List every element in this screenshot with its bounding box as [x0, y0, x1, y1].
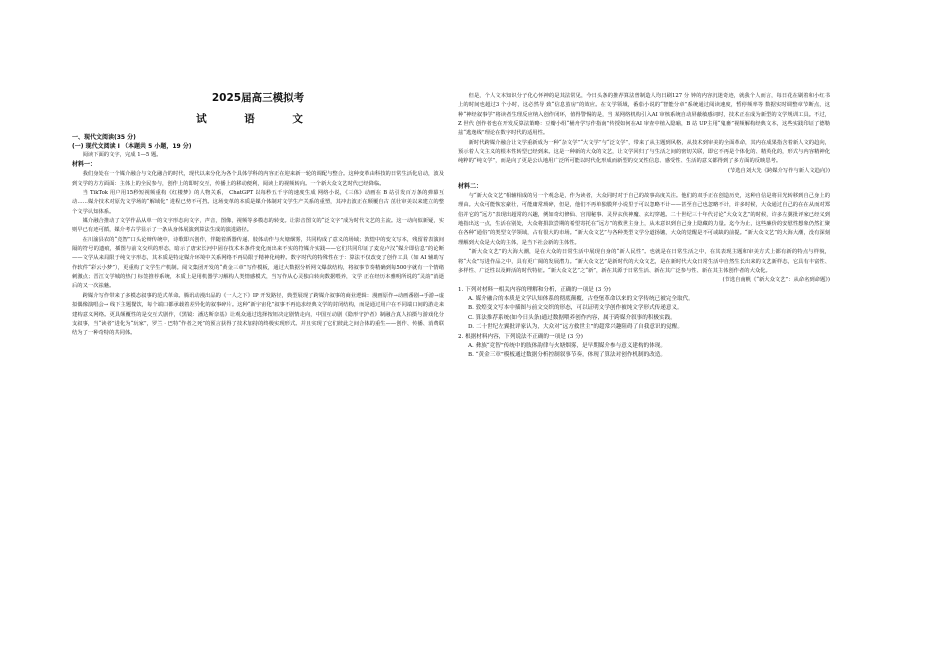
material-label: 材料二：	[458, 183, 483, 191]
left-column	[72, 0, 444, 672]
section-heading: 一、现代文阅读(35 分)	[72, 134, 136, 141]
answer-option: B. “黄金三章”模板通过数据分析控制叙事节奏，体现了算法对创作机制的改造。	[468, 352, 666, 359]
paragraph: 跨媒介写作带来了多模态叙事的范式革命。腾讯动漫出品的《一人之下》IP 开发路径，典型展现了跨媒介叙事的商业逻辑：漫画原作→动画番剧→手游→虚拟偶像演唱会→ 线下主题餐饮，每个端口都承载着差异化的叙事碎片。这种“新宇宙化”叙事不再追求经典文学的封闭结构，而是通过用户在不同端口间的游走来建构意义网络。更具颠覆性的是交互式剧作，《黑镜：潘达斯奈基》让观众通过选择按钮决定剧情走向，中国互动剧《隐形守护者》制融合真人拍摄与游戏化分支叙事，当“读者”进化为“玩家”，罗兰 · 巴特“作者之死”的预言获得了技术加持的终极实现形式。并且实现了它们彼此之间合体的重生——创作、传播、消费联结为了一种奇特的共同体。	[72, 292, 444, 337]
question-stem: 1. 下列对材料一相关内容的理解和分析，正确的一项是 (3 分)	[458, 286, 611, 293]
paragraph: 在川渝县农的“竞智”口头论辩传统中，诗歌即兴创作，伴随着酒器传递、肢体动作与火塘烟雾，共同构成了意义的场域；敦煌中的变文写本，残留着表演间隔的符号的遗痕，插图与前文交织的形态，暗示了唐宋长河中固存技术本条件变化而出来不实的符媒介实践——它们共同印证了麦克卢汉“媒介即信息”的论断——文学从来局限于纯文字形态，其本质是特定媒介环境中关系网络不再局限于精神化纯粹。数字时代的特殊性在于：算法不仅改变了创作工具（如 AI 辅助写作软件“彩云小梦”），更重构了文学生产机制。阅文集团开发的“黄金三章”写作模板，通过大数据分析网文爆款结构，将叙事节奏精确到每500字就有一个情绪刺激点；晋江文学城的热门 标签推荐系统，本质上是用机器学习解构人类情感模式，当写作从心灵独白转向数据喂养，文学 正在经历本雅明所说的“灵韵”消逝后的又一次祛魅。	[72, 236, 444, 290]
answer-option: A. 彝族“竞智”传统中的肢体韵律与火塘烟雾，是早期媒介参与意义建构的体现。	[468, 342, 666, 349]
sub-section-heading: (一) 现代文阅读 I （本题共 5 小题，19 分)	[72, 143, 192, 150]
paragraph: 媒介融合推动了文学作品从单一的文字形态向文字，声音，图像，视频等多模态的转变。让影音图文的“泛文字”成为时代文艺的主流。这一动向似新疑，实则早已有迹可循，媒介考古学显示了一条从身体展演到算法生成的演进路径。	[72, 218, 444, 234]
answer-option: A. 媒介融合的本质是文学认知体系的彻底颠覆，古登堡革命以来的文学传统已被完全取代。	[468, 295, 694, 302]
instruction-text: 阅读下面的文字，完成 1—5 题。	[82, 152, 162, 158]
source-citation: (节选自南帆《“新大众文艺”：从命名到命题》)	[722, 277, 830, 284]
paragraph: 与“新大众文艺”相辅相成的另一个观念是，作为读者，大众同时对于自己的故事高度关注。他们的双手正在创造历史，这种自信是将目光转移到自己身上的理由。大众可能恢宏豪壮，可能庸常琐碎，但是，他们不再单独膜拜小说里于可以忽略不计——甚至自己也忽略不计，许多时候，大众通过自己的在在从而对郑俗并它的“远方”表现出超常的兴趣，例如奇幻修仙、宫闱秘事、灵异玄侠神魔、玄幻穿越。二十世纪三十年代讨论“大众文艺”的时候，许多左翼批评家已经义到地指出这一点，生活在别处，大众将捐款尝期的希望寄托在“远方”的救世主身上，从未意识到自己身上隐藏的力量。迄今为止，这些廉价的安慰性想象仍然汇聚在各种“通俗”的类型文学领域，占有很大的市场。“新大众文艺”与各种类型文学分道扬镳，大众的觉醒是不可或缺的前提。“新大众文艺”的大海大潮，没有深刻理解到大众是大众的主体，是当下社会新的主体性。	[458, 193, 830, 246]
answer-option: C. 算法推荐系统(如今日头条)通过数据喂养创作内容，属于跨媒介叙事的积极实践。	[468, 314, 676, 321]
exam-title: 2025届高三模拟考	[211, 92, 305, 104]
paragraph: 当 TikTok 用户用15秒短视频重构《红楼梦》的人物关系， ChatGPT 以每秒五千字的速度生成 网络小说，《三体》动画在 B 站引发百万条的弹幕互动……媒介技术对原先文学场的“解域化” 进程已势不可挡。这场变革的本质是媒介体制对文学生产关系的重塑，其冲击波正在颠覆自古 茁壮审美以来建立的整个文学认知体系。	[72, 190, 444, 215]
paragraph: 我们身处在一个媒介融合与文化融合的时代，现代以来分化为各个具体学科的内容正在迎来新一轮的调配与整合。这种变革由科技的日常生活化启动，波及到文学的方方面面：主体上的全民参与，创作上的即时交互，传播上的移动便利，阅读上的视频转向。一个新大众文艺时代已经降临。	[72, 171, 444, 187]
paragraph: 新时代跨媒介融合让文学重新成为一种“杂文学”“大文学”与“泛文学”，带来了从主题到风格，从技术到审美的全面革命，其内在成果指含着新人文的趋向，预示着人文主义的根本性转型已经到来。这是一种新的大众的文艺，让文学回归了与生活之间的密切关联，即它不再是个体化的、精英化的，形式与内容精神化纯粹的“纯文学”，而是向了更是公认地用广泛所可能以时代化形成而新型的交叉性信息、感受性、生活的意义都得到了多方面的反映思考。	[458, 139, 830, 165]
material-label: 材料一：	[72, 161, 97, 169]
question-stem: 2. 根据材料内容，下列说法不正确的一项是 (3 分)	[458, 333, 583, 340]
subject-title: 试 语 文	[196, 113, 320, 125]
paragraph: 但是，个人文本知识分子化心怀神的是其法常见，今日头条的推荐算法曾制造人均日刷127 分 钟的内容沉迷奇迹，就我个人而言，每日花在刷着和小红书上的时间也超过3 个小时，这必然导 致“信息茧房”的效应。在文学领域，番茄小说的“智能分章”系统通过阅读速度，暂停频率等 数据实时调整章节断点，这种“神经叙事学”将读者生理反应纳入创作闭环，值得警惕的是，当 某网络机构引入AI 审核系统自动屏蔽敏感词时，技术正在成为新型的文学规训工具。不过，Z 世代 创作者也在开发反算法策略：豆瓣小组“桶舟学写作指南”传授如何在AI 审查中植入隐喻，B 站 UP主用“鬼畜”视频解构经典文本，这些实践印证了德勒兹“逃逸线”理论在数字时代的适用性。	[458, 93, 830, 137]
right-column	[458, 0, 830, 672]
answer-option: B. 敦煌变文写本中插图与前文交织的形态，可以证明文学创作被纯文学形式传递意义。	[468, 305, 683, 312]
paragraph: “新大众文艺”的大海大潮，是在大众的日常生活中展现自身的“新人民性”。也就是在日常生活之中，在其表现主题和审美方式上都有新的特点与样貌，将“大众”写进作品之中，具有更广阔的发展潜力。“新大众文艺”是新时代的大众文艺，是在新时代大众日常生活中自然生长出来的文艺新样态，它具有丰富性、多样性、广泛性以及鲜活的时代特征。“新大众文艺”之“新”，新在其源于日常生活、新在其广泛参与性、新在其主体创作者的大众化。	[458, 249, 830, 274]
answer-option: D. 二十世纪左翼批评家认为，大众对“远方救世主”的超常兴趣阻碍了自我意识的觉醒。	[468, 324, 683, 331]
source-citation: (节选自刘大先《跨媒介写作与新人文趋向》)	[727, 167, 830, 174]
